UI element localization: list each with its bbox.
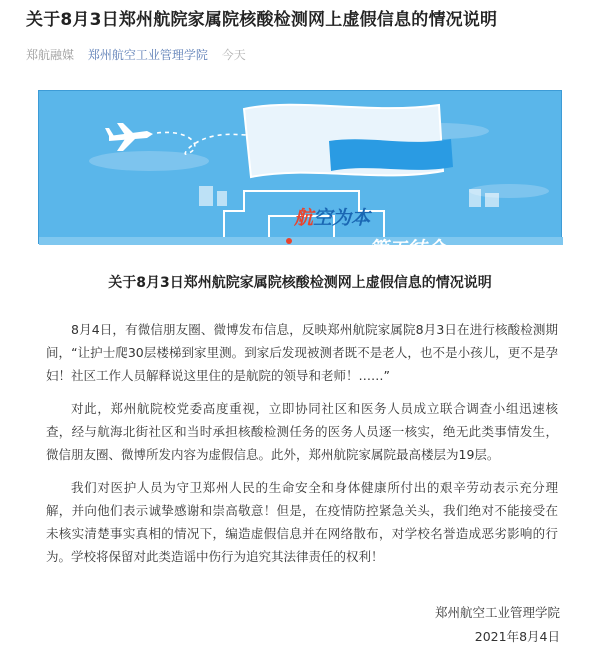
signature-block [360, 601, 560, 649]
banner-slogan-line1: 航空为本 [294, 207, 371, 229]
publish-time: 今天 [221, 48, 246, 62]
article-subtitle: 关于8月3日郑州航院家属院核酸检测网上虚假信息的情况说明 [108, 275, 492, 291]
paragraph-3: 我们对医护人员为守卫郑州人民的生命安全和身体健康所付出的艰辛劳动表示充分理解，并向他们表示诚挚感谢和崇高敬意！但是，在疫情防控紧急关头，我们绝对不能接受在未核实清楚事实真相的情况下，编造虚假信息并在网络散布，对学校名誉造成恶劣影响的行为。学校将保留对此类造谣中伤行为追究其法律责任的权利！ [46, 480, 558, 564]
gate-label: 郑州航院 [297, 288, 361, 301]
paragraph-2: 对此，郑州航院校党委高度重视，立即协同社区和医务人员成立联合调查小组迅速核查，经与航海北街社区和当时承担核酸检测任务的医务人员逐一核实，绝无此类事情发生，微信朋友圈、微博所发内容为虚假信息。此外，郑州航院家属院最高楼层为19层。 [46, 401, 558, 462]
banner-slogan-line2: 管工结合 [369, 238, 446, 260]
paragraph-1: 8月4日，有微信朋友圈、微博发布信息，反映郑州航院家属院8月3日在进行核酸检测期间，“让护士爬30层楼梯到家里测。到家后发现被测者既不是老人，也不是小孩儿，更不是孕妇！社区工作人员解释说这里住的是航院的领导和老师！……” [46, 322, 558, 383]
source-label: 郑航融媒 [26, 48, 75, 62]
account-link[interactable]: 郑州航空工业管理学院 [87, 48, 208, 62]
article-title: 关于8月3日郑州航院家属院核酸检测网上虚假信息的情况说明 [26, 10, 498, 30]
airplane-icon [105, 123, 153, 151]
article-meta [26, 47, 256, 63]
signature-org: 郑州航空工业管理学院 [434, 605, 560, 620]
signature-date: 2021年8月4日 [474, 629, 560, 644]
